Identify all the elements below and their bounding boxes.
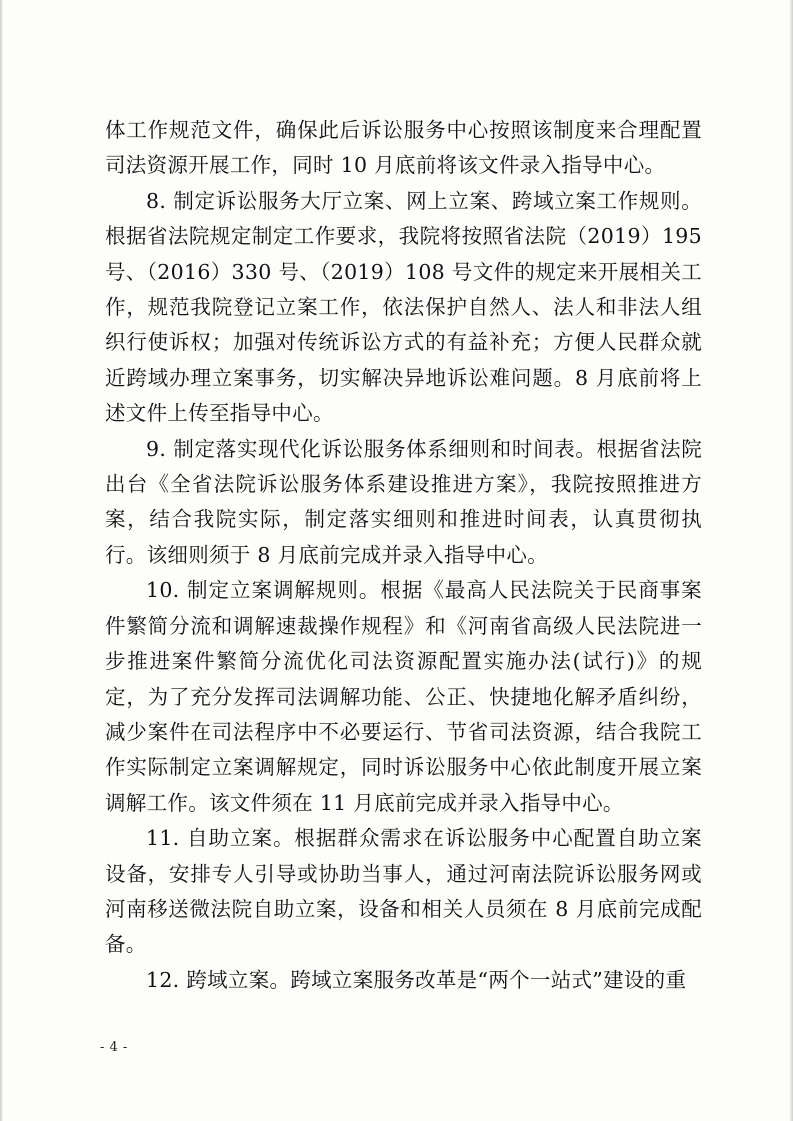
paragraph-item-8: 8. 制定诉讼服务大厅立案、网上立案、跨域立案工作规则。根据省法院规定制定工作要求，我院将按照省法院（2019）195 号、（2016）330 号、（2019）108 号文件的规定来开展相关工作，规范我院登记立案工作，依法保护自然人、法人和非法人组织行使诉权；加强对传统诉讼方式的有益补充；方便人民群众就近跨域办理立案事务，切实解决异地诉讼难问题。8 月底前将上述文件上传至指导中心。 (105, 188, 702, 426)
paragraph-continuation: 体工作规范文件，确保此后诉讼服务中心按照该制度来合理配置司法资源开展工作，同时 10 月底前将该文件录入指导中心。 (105, 118, 702, 178)
scan-edge-right (789, 0, 793, 1121)
page-number: - 4 - (100, 1040, 128, 1055)
paragraph-item-12: 12. 跨域立案。跨域立案服务改革是“两个一站式”建设的重 (146, 967, 687, 992)
document-body (105, 113, 702, 998)
scan-edge-left (0, 0, 3, 1121)
paragraph-item-9: 9. 制定落实现代化诉讼服务体系细则和时间表。根据省法院出台《全省法院诉讼服务体系建设推进方案》，我院按照推进方案，结合我院实际，制定落实细则和推进时间表，认真贯彻执行。该细则须于 8 月底前完成并录入指导中心。 (105, 436, 702, 567)
paragraph-item-11: 11. 自助立案。根据群众需求在诉讼服务中心配置自助立案设备，安排专人引导或协助当事人，通过河南法院诉讼服务网或河南移送微法院自助立案，设备和相关人员须在 8 月底前完成配备。 (105, 826, 702, 957)
paragraph-item-10: 10. 制定立案调解规则。根据《最高人民法院关于民商事案件繁简分流和调解速裁操作规程》和《河南省高级人民法院进一步推进案件繁简分流优化司法资源配置实施办法(试行)》的规定，为了充分发挥司法调解功能、公正、快捷地化解矛盾纠纷，减少案件在司法程序中不必要运行、节省司法资源，结合我院工作实际制定立案调解规定，同时诉讼服务中心依此制度开展立案调解工作。该文件须在 11 月底前完成并录入指导中心。 (105, 578, 702, 815)
